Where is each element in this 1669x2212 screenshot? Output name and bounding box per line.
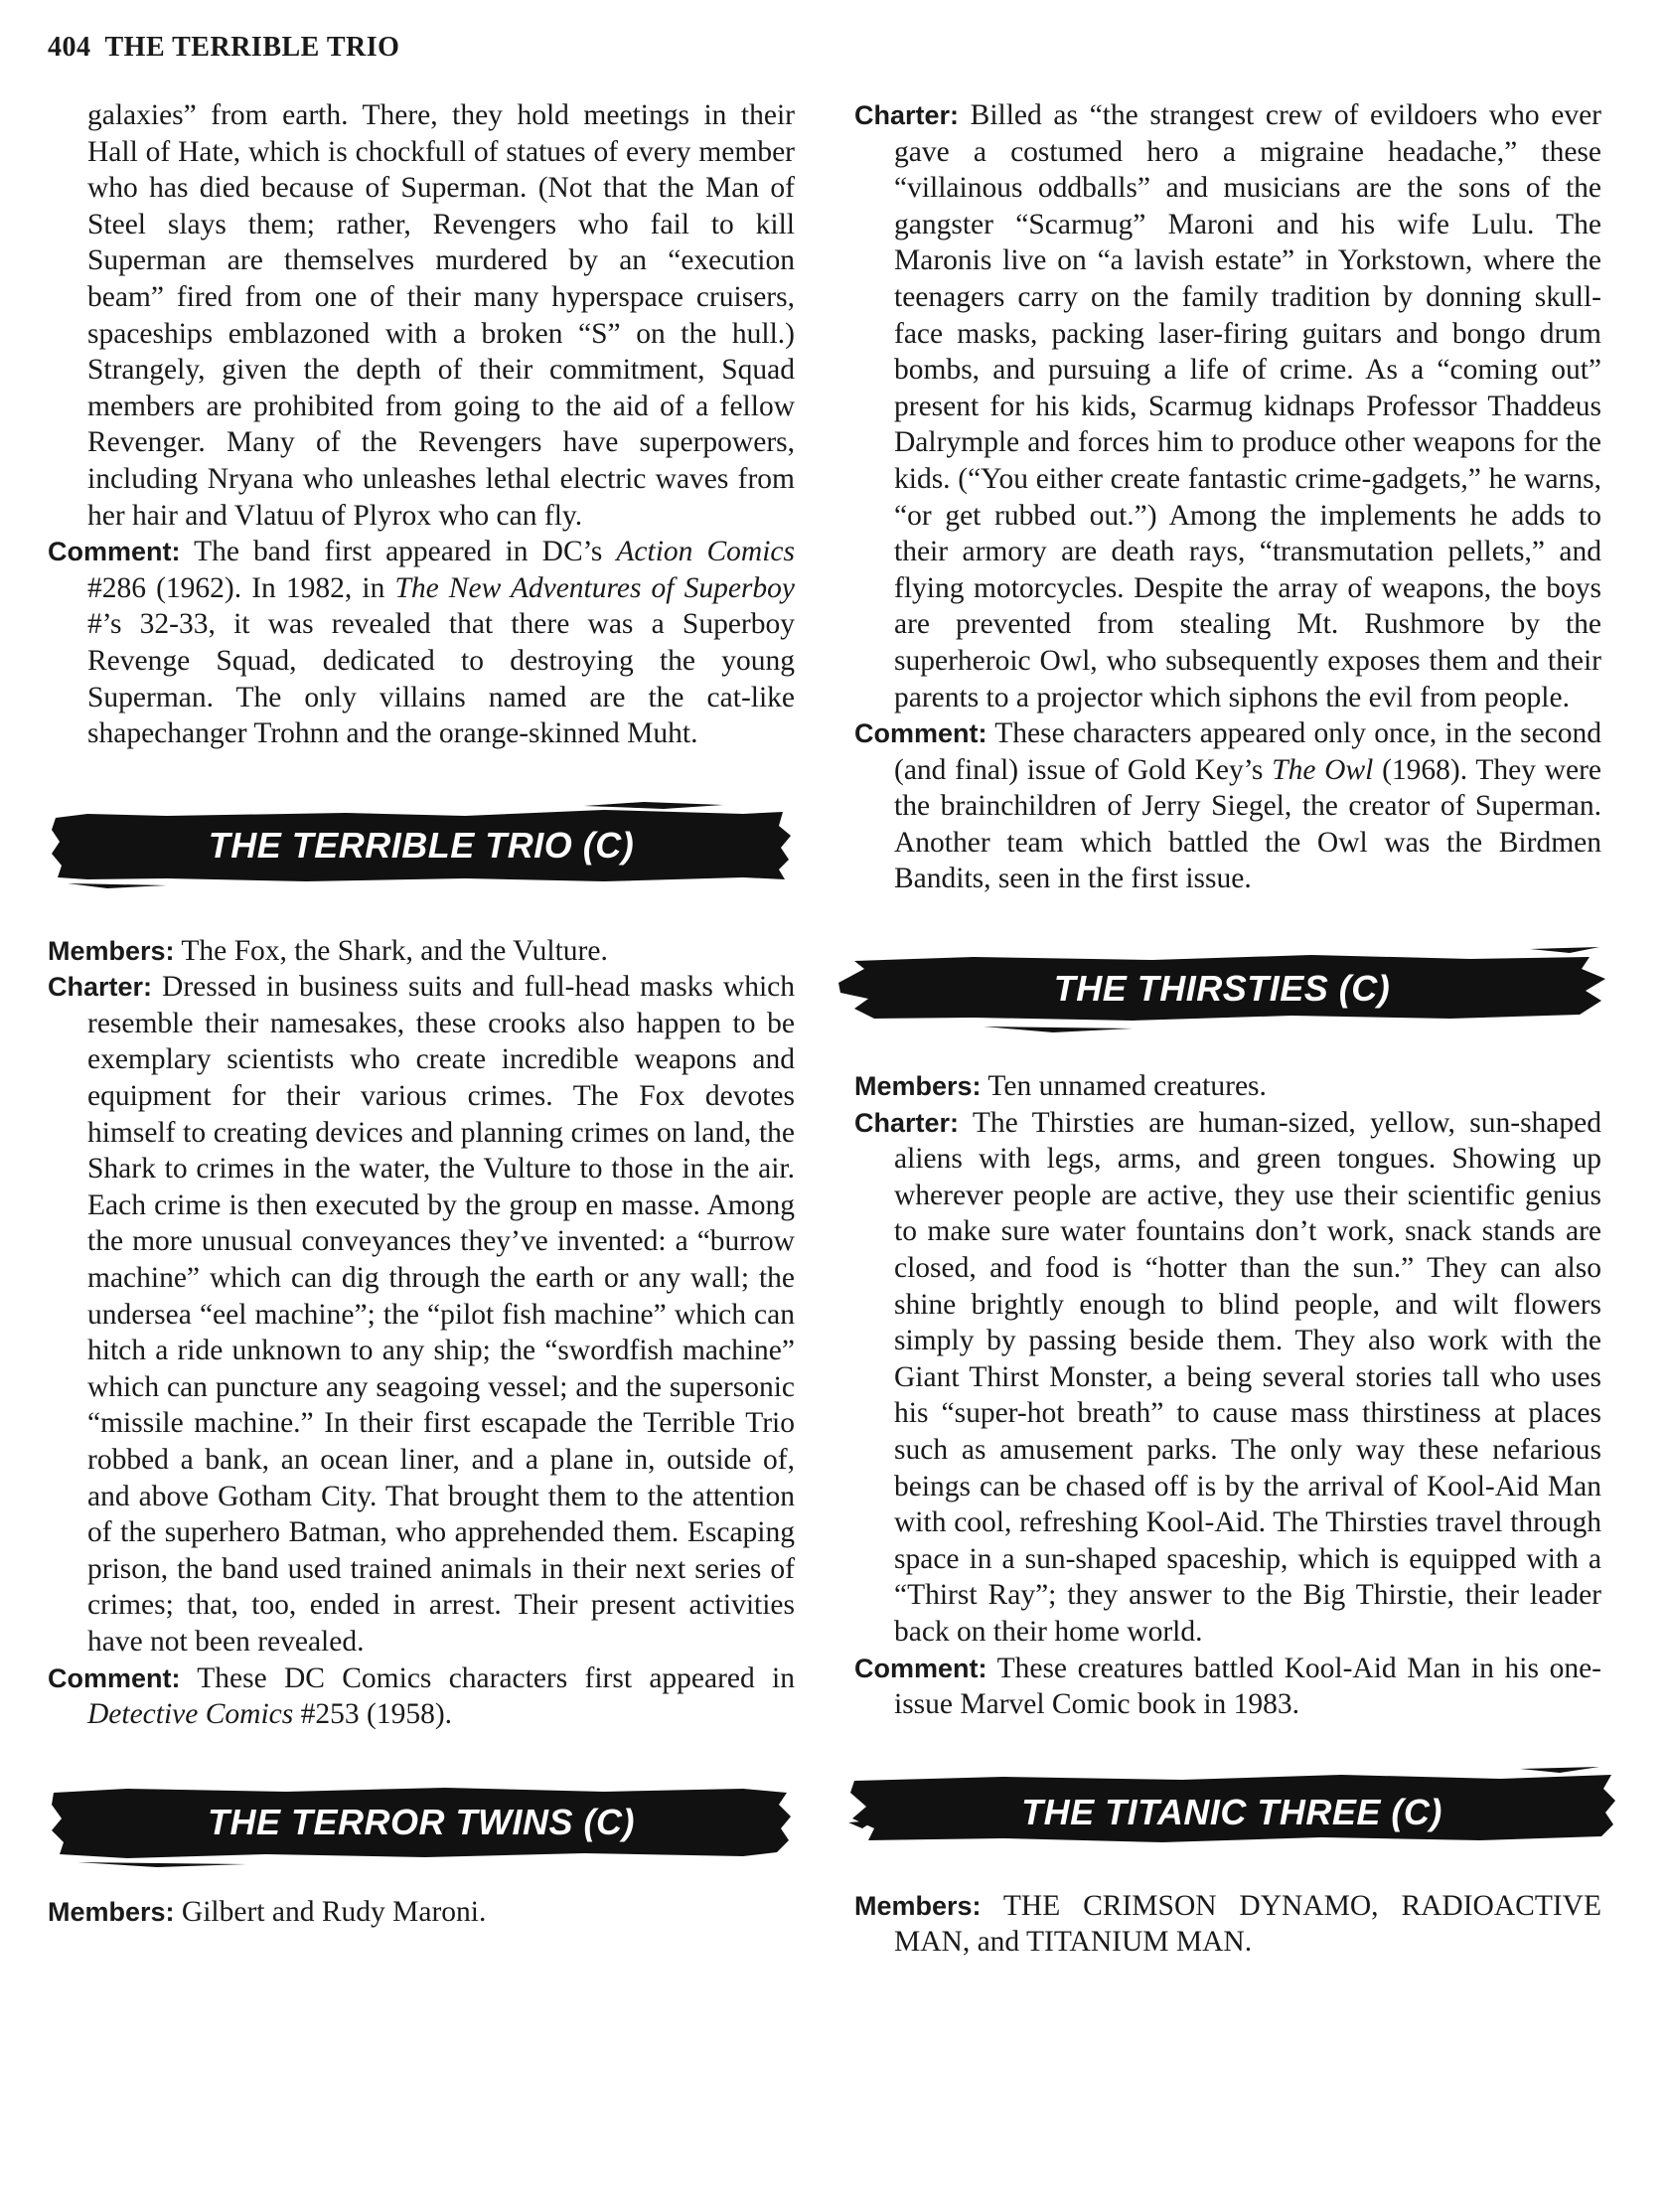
thirsties-comment — [854, 1651, 1601, 1723]
terrible-trio-charter — [48, 969, 795, 1659]
members-label: Members: — [854, 1890, 982, 1921]
comic-title: The New Adventures of Superboy — [394, 571, 796, 604]
comment-label: Comment: — [854, 1653, 987, 1683]
members-label: Members: — [854, 1071, 982, 1102]
charter-text: Billed as “the strangest crew of evildoers who ever gave a costumed hero a migraine headache,” these “villainous oddballs” and musicians are the sons of the gangster “Scarmug” Maroni and his wife Lulu. The Maronis live on “a lavish estate” in Yorkstown, where the teenagers carry on the family tradition by donning skull-face masks, packing laser-firing guitars and bongo drum bombs, and pursuing a life of crime. As a “coming out” present for his kids, Scarmug kidnaps Professor Thaddeus Dalrymple and forces him to produce other weapons for the kids. (“You either create fantastic crime-gadgets,” he warns, “or get rubbed out.”) Among the implements he adds to their armory are death rays, “transmutation pellets,” and flying motorcycles. Despite the array of weapons, the boys are prevented from stealing Mt. Rushmore by the superheroic Owl, who subsequently exposes them and their parents to a projector which siphons the evil from people. — [894, 99, 1602, 713]
section-banner-terror-twins — [48, 1773, 795, 1872]
members-text: THE CRIMSON DYNAMO, RADIOACTIVE MAN, and TITANIUM MAN. — [894, 1889, 1602, 1959]
section-banner-terrible-trio — [48, 796, 795, 895]
banner-title: THE TITANIC THREE (C) — [1021, 1791, 1442, 1832]
banner-title: THE TERRIBLE TRIO (C) — [208, 824, 635, 866]
left-column — [48, 97, 795, 1930]
thirsties-charter — [854, 1105, 1601, 1651]
charter-text: Dressed in business suits and full-head masks which resemble their namesakes, these crooks also happen to be exemplary scientists who create incredible weapons and equipment for their various crimes. The Fox devotes himself to creating devices and planning crimes on land, the Shark to crimes in the water, the Vulture to those in the air. Each crime is then executed by the group en masse. Among the more unusual conveyances they’ve invented: a “burrow machine” which can dig through the earth or any wall; the undersea “eel machine”; the “pilot fish machine” which can hitch a ride unknown to any ship; the “swordfish machine” which can puncture any seagoing vessel; and the supersonic “missile machine.” In their first escapade the Terrible Trio robbed a bank, an ocean liner, and a plane in, outside of, and above Gotham City. That brought them to the attention of the superhero Batman, who apprehended them. Escaping prison, the band used trained animals in their next series of crimes; that, too, ended in arrest. Their present activities have not been revealed. — [87, 971, 795, 1658]
comment-text: The band first appeared in DC’s — [194, 536, 617, 568]
members-label: Members: — [48, 935, 175, 966]
members-label: Members: — [48, 1896, 175, 1927]
comment-text: These creatures battled Kool-Aid Man in his one-issue Marvel Comic book in 1983. — [894, 1652, 1601, 1721]
comment-text: #253 (1958). — [293, 1698, 453, 1731]
members-text: The Fox, the Shark, and the Vulture. — [181, 934, 608, 967]
revenge-squad-comment — [48, 534, 795, 752]
comic-title: Action Comics — [616, 536, 795, 568]
charter-label: Charter: — [854, 100, 960, 130]
titanic-three-members — [854, 1888, 1601, 1961]
comic-title: The Owl — [1272, 753, 1374, 786]
comment-label: Comment: — [48, 1662, 181, 1693]
thirsties-members — [854, 1068, 1601, 1105]
right-column — [854, 97, 1601, 1961]
comment-text: These characters appeared only once, in the second (and final) issue of Gold Key’s — [894, 717, 1602, 786]
terrible-trio-members — [48, 933, 795, 970]
banner-title: THE THIRSTIES (C) — [1053, 968, 1391, 1010]
terrible-trio-comment — [48, 1660, 795, 1733]
members-text: Ten unnamed creatures. — [987, 1070, 1267, 1103]
running-header — [48, 32, 399, 64]
charter-label: Charter: — [854, 1107, 960, 1138]
comment-text: These DC Comics characters first appeared in — [197, 1661, 796, 1694]
terror-twins-members — [48, 1894, 795, 1931]
charter-label: Charter: — [48, 972, 153, 1003]
section-banner-thirsties — [834, 939, 1609, 1038]
running-title: THE TERRIBLE TRIO — [104, 32, 400, 63]
comment-text: (1968). They were the brainchildren of Jerry Siegel, the creator of Superman. Another team which battled the Owl was the Birdmen Bandits, seen in the first issue. — [894, 753, 1601, 895]
comment-text: #’s 32-33, it was revealed that there was a Superboy Revenge Squad, dedicated to destroying the young Superman. The only villains named are the cat-like shapechanger Trohnn and the orange-skinned Muht. — [87, 608, 795, 750]
terror-twins-comment — [854, 715, 1601, 897]
banner-title: THE TERROR TWINS (C) — [208, 1801, 635, 1842]
terror-twins-charter — [854, 97, 1601, 715]
members-text: Gilbert and Rudy Maroni. — [181, 1895, 487, 1928]
section-banner-titanic-three — [844, 1763, 1619, 1862]
comment-label: Comment: — [48, 537, 181, 567]
revenge-squad-charter-continued: galaxies” from earth. There, they hold meetings in their Hall of Hate, which is chockfull of statues of every member who has died because of Superman. (Not that the Man of Steel slays them; rather, Revengers who fail to kill Superman are themselves murdered by an “execution beam” fired from one of their many hyperspace cruisers, spaceships emblazoned with a broken “S” on the hull.) Strangely, given the depth of their commitment, Squad members are prohibited from going to the aid of a fellow Revenger. Many of the Revengers have superpowers, including Nryana who unleashes lethal electric waves from her hair and Vlatuu of Plyrox who can fly. — [87, 99, 795, 532]
charter-text: The Thirsties are human-sized, yellow, sun-shaped aliens with legs, arms, and green tongues. Showing up wherever people are active, they use their scientific genius to make sure water fountains don’t work, snack stands are closed, and food is “hotter than the sun.” They can also shine brightly enough to blind people, and wilt flowers simply by passing beside them. They also work with the Giant Thirst Monster, a being several stories tall who uses his “super-hot breath” to cause mass thirstiness at places such as amusement parks. The only way these nefarious beings can be chased off is by the arrival of Kool-Aid Man with cool, refreshing Kool-Aid. The Thirsties travel through space in a sun-shaped spaceship, which is equipped with a “Thirst Ray”; they answer to the Big Thirstie, their leader back on their home world. — [894, 1106, 1601, 1648]
comment-label: Comment: — [854, 718, 987, 749]
comment-text: #286 (1962). In 1982, in — [87, 571, 395, 604]
comic-title: Detective Comics — [87, 1698, 294, 1731]
page-number: 404 — [48, 32, 91, 63]
